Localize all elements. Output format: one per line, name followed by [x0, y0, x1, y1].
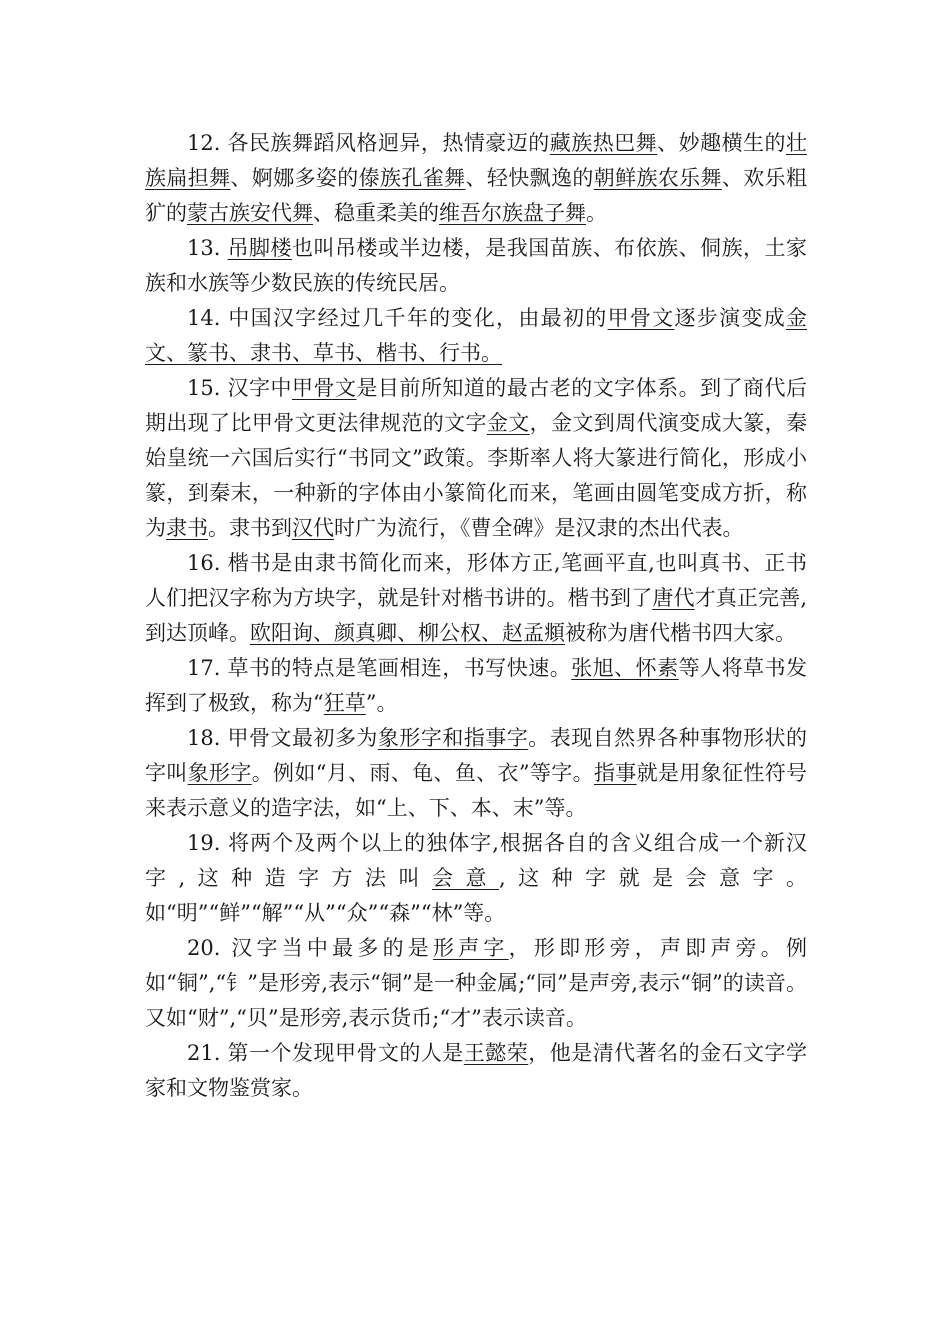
underlined-term: 形声字	[433, 936, 509, 960]
body-text: ，他是清代著名的金石文字学家和文物鉴赏家。	[145, 1041, 808, 1100]
underlined-term: 吊脚楼	[227, 236, 292, 260]
body-text: 、稳重柔美的	[313, 201, 439, 225]
body-text: 被称为唐代楷书四大家。	[565, 621, 796, 645]
list-item	[145, 371, 807, 546]
list-item	[145, 301, 807, 371]
list-item	[145, 826, 807, 931]
body-text: 19. 将两个及两个以上的独体字,根据各自的含义组合成一个新汉字,这种造字方法叫	[145, 831, 807, 890]
body-text: 也叫吊楼或半边楼，是我国苗族、布依族、侗族，土家族和水族等少数民族的传统民居。	[145, 236, 808, 295]
body-text: 21. 第一个发现甲骨文的人是	[187, 1041, 464, 1065]
list-item	[145, 126, 807, 231]
underlined-term: 象形字	[187, 761, 252, 785]
body-text: ,这种字就是会意字。如“明”“鲜”“解”“从”“众”“森”“林”等。	[145, 866, 807, 925]
body-text: 15. 汉字中	[187, 376, 292, 400]
body-text: 12. 各民族舞蹈风格迥异，热情豪迈的	[187, 131, 550, 155]
underlined-term: 会意	[432, 866, 499, 890]
body-text: 。表现自然界各种事物形状的字叫	[145, 726, 808, 785]
underlined-term: 藏族热巴舞	[549, 131, 658, 155]
list-item	[145, 1036, 807, 1106]
body-text: 18. 甲骨文最初多为	[187, 726, 378, 750]
body-text: ，形即形旁，声即声旁。例如“铜”,“钅”是形旁,表示“铜”是一种金属;“同”是声旁,表示“铜”的读音。又如“财”,“贝”是形旁,表示货币;“才”表示读音。	[145, 936, 808, 1030]
body-text: 、妙趣横生的	[657, 131, 787, 155]
underlined-term: 壮族扁担舞	[145, 131, 808, 190]
underlined-term: 唐代	[652, 586, 695, 610]
body-text: 才真正完善,到达顶峰。	[145, 586, 807, 645]
list-item	[145, 721, 807, 826]
body-text: ，金文到周代演变成大篆，秦始皇统一六国后实行“书同文”政策。李斯率人将大篆进行简化，形成小篆，到秦末，一种新的字体由小篆简化而来，笔画由圆笔变成方折，称为	[145, 411, 808, 540]
body-text: 17. 草书的特点是笔画相连，书写快速。	[187, 656, 572, 680]
body-text: 、轻快飘逸的	[465, 166, 594, 190]
list-item	[145, 651, 807, 721]
body-text: ”。	[365, 691, 398, 715]
body-text: 14. 中国汉字经过几千年的变化，由最初的	[187, 306, 608, 330]
body-text: 。	[586, 201, 607, 225]
body-text: 时广为流行，《曹全碑》是汉隶的杰出代表。	[334, 516, 744, 540]
body-text: 。隶书到	[208, 516, 292, 540]
underlined-term: 傣族孔雀舞	[358, 166, 466, 190]
underlined-term: 甲骨文	[607, 306, 675, 330]
body-text: 20. 汉字当中最多的是	[187, 936, 433, 960]
underlined-term: 指事	[593, 761, 637, 785]
body-text: 逐步演变成	[674, 306, 787, 330]
underlined-term: 象形字和指事字	[377, 726, 529, 750]
underlined-term: 金文、篆书、隶书、草书、楷书、行书。	[145, 306, 808, 365]
document-page	[145, 126, 807, 1106]
body-text: 16. 楷书是由隶书简化而来，形体方正,笔画平直,也叫真书、正书人们把汉字称为方块字，就是针对楷书讲的。楷书到了	[145, 551, 807, 610]
body-text: 13.	[187, 236, 228, 260]
underlined-term: 王懿荣	[463, 1041, 529, 1065]
body-text: 等人将草书发挥到了极致，称为“	[145, 656, 808, 715]
body-text: 是目前所知道的最古老的文字体系。到了商代后期出现了比甲骨文更法律规范的文字	[145, 376, 808, 435]
list-item	[145, 546, 807, 651]
underlined-term: 蒙古族安代舞	[187, 201, 313, 225]
body-text: 就是用象征性符号来表示意义的造字法，如“上、下、本、末”等。	[145, 761, 808, 820]
list-item	[145, 931, 807, 1036]
underlined-term: 朝鲜族农乐舞	[593, 166, 722, 190]
underlined-term: 甲骨文	[292, 376, 357, 400]
underlined-term: 张旭、怀素	[571, 656, 679, 680]
body-text: 、欢乐粗犷的	[145, 166, 808, 225]
underlined-term: 汉代	[292, 516, 334, 540]
underlined-term: 金文	[486, 411, 530, 435]
list-item	[145, 231, 807, 301]
underlined-term: 欧阳询、颜真卿、柳公权、赵孟頫	[250, 621, 565, 645]
body-text: 、婀娜多姿的	[230, 166, 359, 190]
body-text: 。例如“月、雨、龟、鱼、衣”等字。	[251, 761, 594, 785]
underlined-term: 狂草	[323, 691, 366, 715]
underlined-term: 隶书	[166, 516, 208, 540]
underlined-term: 维吾尔族盘子舞	[439, 201, 586, 225]
